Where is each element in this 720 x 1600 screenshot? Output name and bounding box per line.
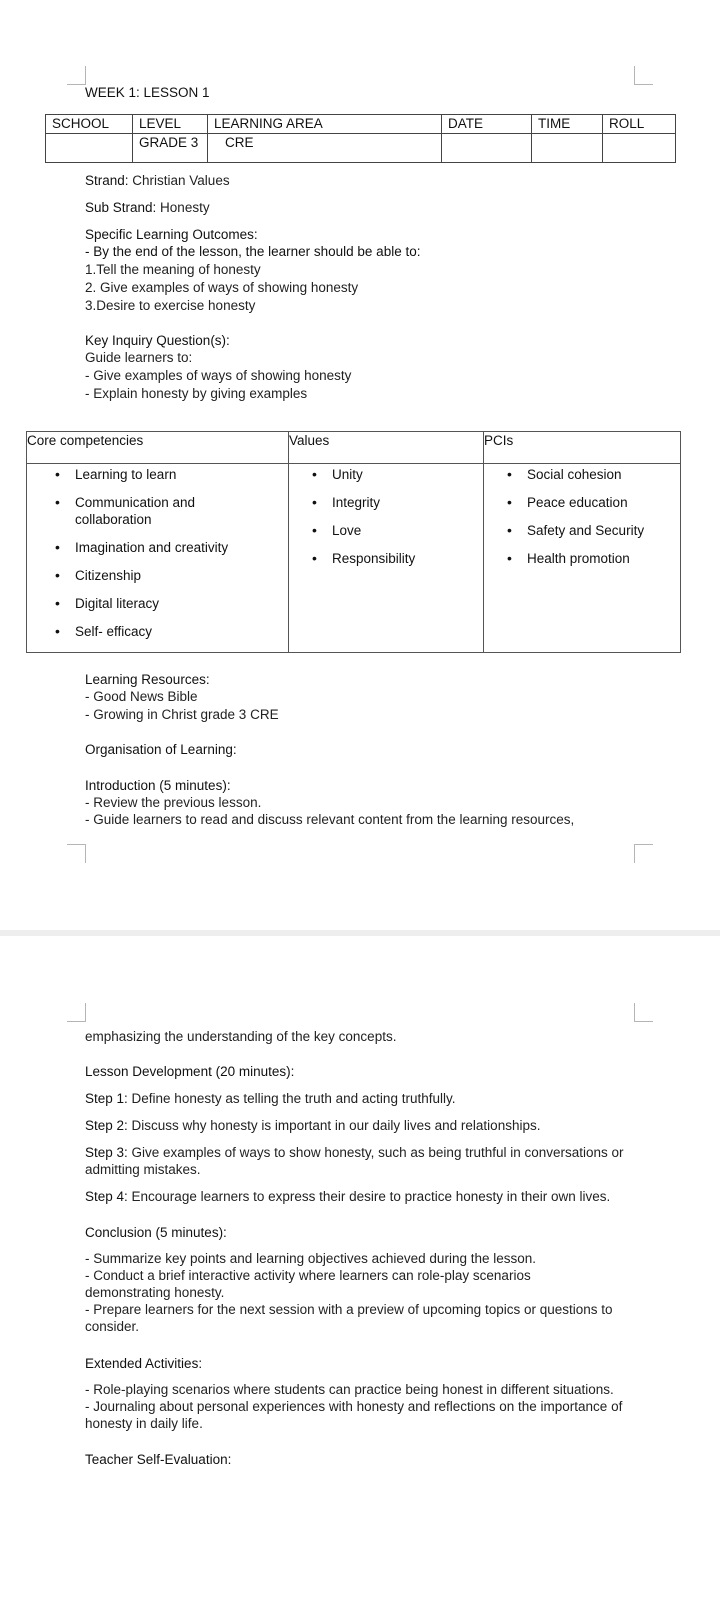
list-item: • Imagination and creativity	[53, 539, 263, 556]
list-item: • Learning to learn	[53, 466, 263, 483]
margin-corner-marker	[634, 844, 653, 863]
list-item: • Safety and Security	[505, 522, 675, 539]
resource-item: - Good News Bible	[85, 689, 198, 704]
list-item: • Peace education	[505, 494, 675, 511]
introduction-heading: Introduction (5 minutes):	[85, 778, 231, 793]
margin-corner-marker	[67, 844, 86, 863]
introduction-item: - Review the previous lesson.	[85, 795, 262, 810]
outcome-item: 2. Give examples of ways of showing honesty	[85, 280, 359, 295]
list-item: • Citizenship	[53, 567, 263, 584]
step-text: Encourage learners to express their desire to practice honesty in their own lives.	[127, 1189, 611, 1204]
list-item: • Digital literacy	[53, 595, 263, 612]
resources-heading: Learning Resources:	[85, 672, 210, 687]
list-item: • Health promotion	[505, 550, 675, 567]
extended-item: - Journaling about personal experiences with honesty and reflections on the importance of honesty in daily life.	[85, 1399, 623, 1431]
step-text: Give examples of ways to show honesty, such as being truthful in conversations or admitting mistakes.	[85, 1145, 624, 1177]
conclusion-item: - Prepare learners for the next session with a preview of upcoming topics or questions to consider.	[85, 1302, 613, 1334]
header-core-competencies: Core competencies	[27, 433, 144, 448]
margin-corner-marker	[634, 66, 653, 85]
inquiry-item: - Explain honesty by giving examples	[85, 386, 308, 401]
document-page-2	[0, 936, 720, 1600]
margin-corner-marker	[67, 66, 86, 85]
strand-label: Strand:	[85, 173, 129, 188]
header-time: TIME	[532, 115, 603, 134]
sub-strand-line	[85, 199, 210, 216]
step-label: Step 2:	[85, 1118, 128, 1133]
sub-strand-value: Honesty	[156, 200, 210, 215]
values-list	[310, 466, 470, 578]
strand-value: Christian Values	[128, 173, 230, 188]
header-pcis: PCIs	[484, 433, 514, 448]
list-item: • Integrity	[310, 494, 470, 511]
header-learning-area: LEARNING AREA	[208, 115, 442, 134]
development-step	[85, 1090, 645, 1107]
development-heading: Lesson Development (20 minutes):	[85, 1064, 295, 1079]
introduction-continuation: emphasizing the understanding of the key concepts.	[85, 1029, 397, 1044]
outcome-item: 3.Desire to exercise honesty	[85, 298, 256, 313]
cell-school	[46, 134, 133, 163]
strand-line	[85, 172, 230, 189]
cell-time	[532, 134, 603, 163]
introduction-item: - Guide learners to read and discuss relevant content from the learning resources,	[85, 812, 575, 827]
development-step	[85, 1188, 685, 1205]
step-text: Define honesty as telling the truth and acting truthfully.	[127, 1091, 456, 1106]
outcomes-heading: Specific Learning Outcomes:	[85, 227, 258, 242]
lesson-title: WEEK 1: LESSON 1	[85, 85, 210, 100]
list-item: • Communication and collaboration	[53, 494, 215, 528]
cell-learning-area: CRE	[208, 134, 442, 163]
organisation-heading: Organisation of Learning:	[85, 742, 237, 757]
step-text: Discuss why honesty is important in our daily lives and relationships.	[127, 1118, 541, 1133]
conclusion-item: - Summarize key points and learning objectives achieved during the lesson.	[85, 1251, 536, 1266]
list-item: • Unity	[310, 466, 470, 483]
pcis-list	[505, 466, 675, 578]
extended-heading: Extended Activities:	[85, 1356, 203, 1371]
list-item: • Self- efficacy	[53, 623, 263, 640]
list-item: • Responsibility	[310, 550, 470, 567]
margin-corner-marker	[634, 1003, 653, 1022]
sub-strand-label: Sub Strand:	[85, 200, 157, 215]
cell-roll	[603, 134, 676, 163]
extended-item: - Role-playing scenarios where students can practice being honest in different situations.	[85, 1382, 614, 1397]
development-step	[85, 1144, 635, 1178]
list-item: • Social cohesion	[505, 466, 675, 483]
self-evaluation-heading: Teacher Self-Evaluation:	[85, 1452, 232, 1467]
list-item: • Love	[310, 522, 470, 539]
inquiry-item: - Give examples of ways of showing honesty	[85, 368, 352, 383]
header-roll: ROLL	[603, 115, 676, 134]
step-label: Step 1:	[85, 1091, 128, 1106]
outcome-item: 1.Tell the meaning of honesty	[85, 262, 261, 277]
header-school: SCHOOL	[46, 115, 133, 134]
lesson-info-table	[45, 114, 676, 163]
header-values: Values	[289, 433, 330, 448]
competencies-table	[26, 431, 681, 653]
step-label: Step 3:	[85, 1145, 128, 1160]
resource-item: - Growing in Christ grade 3 CRE	[85, 707, 279, 722]
column-divider	[288, 432, 289, 652]
column-divider	[483, 432, 484, 652]
cell-level: GRADE 3	[133, 134, 208, 163]
cell-date	[442, 134, 532, 163]
conclusion-item: - Conduct a brief interactive activity where learners can role-play scenarios demonstrating honesty.	[85, 1268, 531, 1300]
development-step	[85, 1117, 645, 1134]
step-label: Step 4:	[85, 1189, 128, 1204]
outcomes-intro: - By the end of the lesson, the learner should be able to:	[85, 244, 421, 259]
margin-corner-marker	[67, 1003, 86, 1022]
inquiry-heading: Key Inquiry Question(s):	[85, 333, 230, 348]
conclusion-heading: Conclusion (5 minutes):	[85, 1225, 227, 1240]
header-level: LEVEL	[133, 115, 208, 134]
core-competencies-list	[53, 466, 263, 651]
inquiry-intro: Guide learners to:	[85, 350, 193, 365]
header-date: DATE	[442, 115, 532, 134]
header-divider	[27, 463, 680, 464]
